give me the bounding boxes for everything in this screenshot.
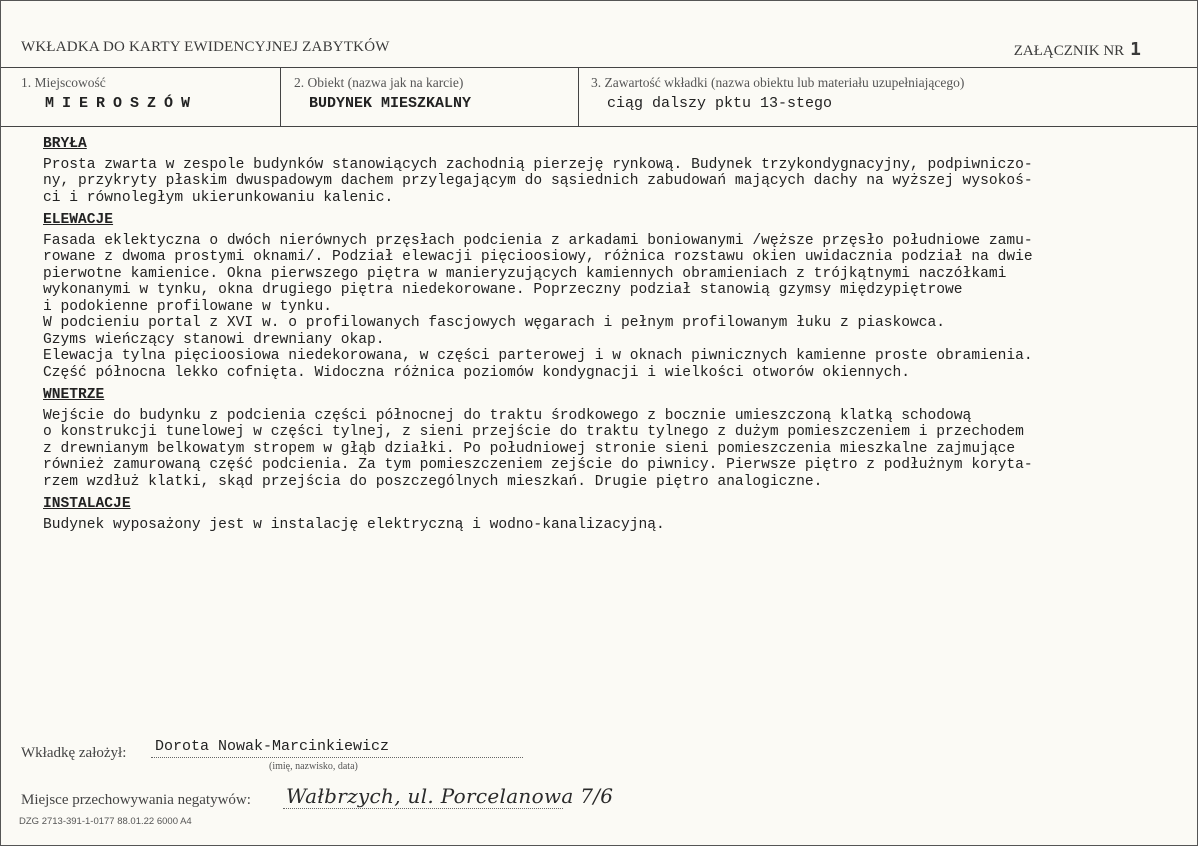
author-value: Dorota Nowak-Marcinkiewicz [155,738,390,755]
section-elewacje-text [43,233,1188,382]
text-line: o konstrukcji tunelowej w części tylnej, z sieni przejście do traktu tylnego z dużym pomieszczeniem i przechodem [43,424,1024,440]
form-title: WKŁADKA DO KARTY EWIDENCYJNEJ ZABYTKÓW [21,39,390,55]
object-label: 2. Obiekt (nazwa jak na karcie) [294,75,464,90]
text-line: Prosta zwarta w zespole budynków stanowiących zachodnią pierzeję rynkową. Budynek trzykondygnacyjny, podpiwniczo- [43,156,1033,173]
attachment-number: 1 [1130,39,1141,60]
text-line: W podcieniu portal z XVI w. o profilowanych fascjowych węgarach i pełnym profilowanym łuku z piaskowca. [43,315,946,331]
header-divider-1 [280,67,281,126]
attachment-label: ZAŁĄCZNIK NR [1013,43,1125,59]
attachment-number-block [1014,39,1141,60]
content-value: ciąg dalszy pktu 13-stego [607,95,833,112]
heading-wnetrze: WNETRZE [43,387,105,403]
header-top-rule [1,67,1197,68]
print-code: DZG 2713-391-1-0177 88.01.22 6000 A4 [19,816,192,827]
text-line: wykonanymi w tynku, okna drugiego piętra niedekorowane. Poprzeczny podział stanowią gzymsy międzypiętrowe [43,282,963,298]
text-line: również zamurowaną część podcienia. Za tym pomieszczeniem zejście do piwnicy. Pierwsze piętro z podłużnym koryta- [43,457,1033,473]
section-wnetrze-text [43,408,1188,491]
text-line: rowane z dwoma prostymi oknami/. Podział elewacji pięcioosiowy, różnica rozstawu okien uwidacznia podział na dwie [43,249,1033,265]
author-hint: (imię, nazwisko, data) [269,761,358,772]
section-bryla-text [43,157,1188,207]
text-line: Fasada eklektyczna o dwóch nierównych przęsłach podcienia z arkadami boniowanymi /węższe przęsło południowe zamu- [43,232,1033,249]
text-line: i podokienne profilowane w tynku. [43,298,333,315]
heading-elewacje: ELEWACJE [43,212,114,228]
text-line: ny, przykryty płaskim dwuspadowym dachem przylegającym do sąsiednich zabudowań mających dachy na wyższej wysokoś- [43,173,1033,189]
content-label: 3. Zawartość wkładki (nazwa obiektu lub materiału uzupełniającego) [591,75,965,90]
storage-handwritten-value: Wałbrzych, ul. Porcelanowa 7/6 [286,784,614,808]
place-value: MIEROSZÓW [45,95,199,112]
storage-dotted-line [283,808,563,809]
header-bottom-rule [1,126,1197,127]
heading-instalacje: INSTALACJE [43,496,131,512]
author-label: Wkładkę założył: [21,745,127,761]
text-line: Budynek wyposażony jest w instalację elektryczną i wodno-kanalizacyjną. [43,516,665,533]
object-value: BUDYNEK MIESZKALNY [309,95,472,112]
heading-bryla: BRYŁA [43,136,87,152]
text-line: Gzyms wieńczący stanowi drewniany okap. [43,331,385,348]
place-label: 1. Miejscowość [21,75,106,90]
text-line: Część północna lekko cofnięta. Widoczna różnica poziomów kondygnacji i wielkości otworów okiennych. [43,364,911,381]
header-divider-2 [578,67,579,126]
text-line: Wejście do budynku z podcienia części północnej do traktu środkowego z bocznie umieszczoną klatką schodową [43,407,972,424]
storage-label: Miejsce przechowywania negatywów: [21,792,251,808]
typed-description [43,134,1188,537]
text-line: ci i równoległym ukierunkowaniu kalenic. [43,189,394,206]
text-line: Elewacja tylna pięcioosiowa niedekorowana, w części parterowej i w oknach piwnicznych kamienne proste obramienia. [43,348,1033,364]
text-line: rzem wzdłuż klatki, skąd przejścia do poszczególnych mieszkań. Drugie piętro analogiczne. [43,473,823,490]
author-dotted-line [151,757,523,758]
section-instalacje-text [43,517,1188,534]
text-line: pierwotne kamienice. Okna pierwszego piętra w manieryzujących kamiennych obramieniach z trójkątnymi naczółkami [43,265,1007,282]
text-line: z drewnianym belkowatym stropem w głąb działki. Po południowej stronie sieni pomieszczenia mieszkalne zajmujące [43,440,1016,457]
